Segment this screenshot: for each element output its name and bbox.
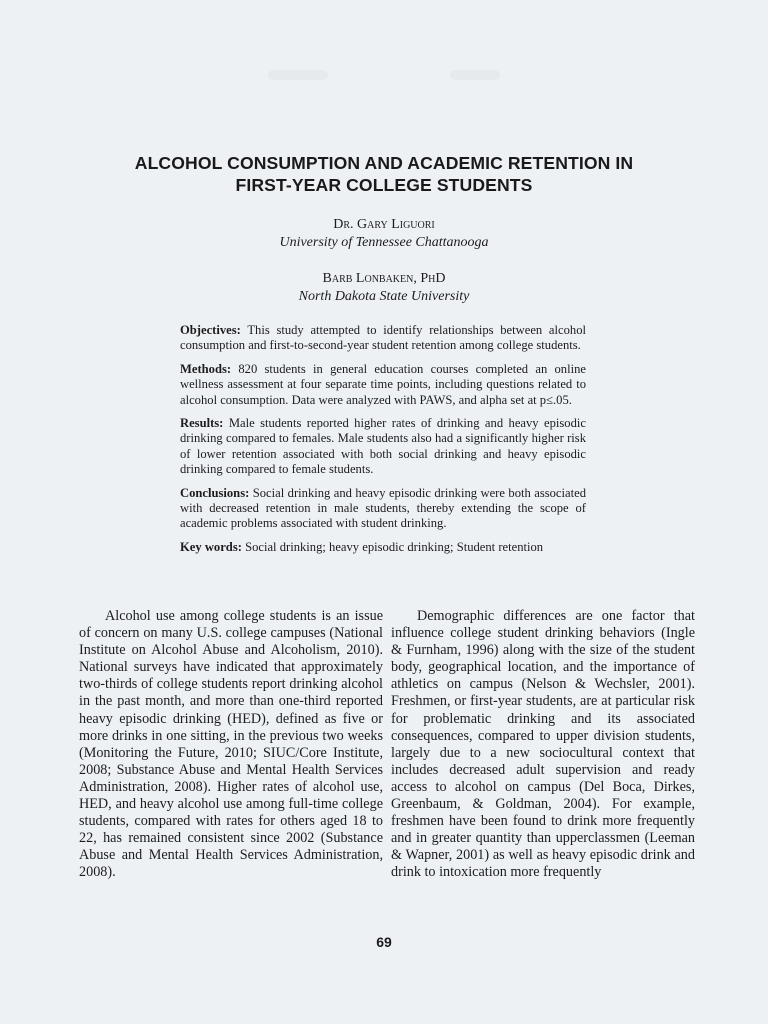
body-column-right [391, 608, 695, 882]
conclusions-label: Conclusions: [180, 485, 250, 500]
abstract [180, 323, 586, 563]
objectives-label: Objectives: [180, 323, 241, 337]
conclusions-text: Social drinking and heavy episodic drinking were both associated with decreased retention in male students, thereby extending the scope of academic problems associated with student drinking. [180, 485, 586, 531]
author-2-affiliation: North Dakota State University [298, 289, 470, 304]
abstract-results [180, 416, 586, 478]
results-text: Male students reported higher rates of drinking and heavy episodic drinking compared to females. Male students also had a significantly higher risk of lower retention associated with both social drinking and heavy episodic drinking compared to female students. [180, 416, 586, 477]
author-1-name: Dr. Gary Liguori [333, 217, 435, 232]
paper-title [60, 152, 708, 196]
results-label: Results: [180, 416, 224, 431]
title-line-1: ALCOHOL CONSUMPTION AND ACADEMIC RETENTION IN [134, 153, 634, 173]
abstract-objectives [180, 323, 586, 354]
abstract-methods [180, 362, 586, 408]
page-number: 69 [376, 934, 392, 950]
abstract-keywords [180, 540, 586, 555]
body-paragraph-left: Alcohol use among college students is an issue of concern on many U.S. college campuses (National Institute on Alcohol Abuse and Alcoholism, 2010). National surveys have indicated that approximately two-thirds of college students report drinking alcohol in the past month, and more than one-third reported heavy episodic drinking (HED), defined as five or more drinks in one sitting, in the previous two weeks (Monitoring the Future, 2010; SIUC/Core Institute, 2008; Substance Abuse and Mental Health Services Administration, 2008). Higher rates of alcohol use, HED, and heavy alcohol use among full-time college students, compared with rates for others aged 18 to 22, has remained consistent since 2002 (Substance Abuse and Mental Health Services Administration, 2008). [79, 608, 383, 881]
keywords-label: Key words: [180, 539, 242, 554]
abstract-conclusions [180, 486, 586, 532]
methods-label: Methods: [180, 361, 232, 376]
body-column-left [79, 608, 383, 882]
author-1-affiliation: University of Tennessee Chattanooga [279, 235, 489, 250]
author-2-name: Barb Lonbaken, PhD [322, 271, 446, 286]
scan-smudge [450, 70, 500, 80]
body-paragraph-right: Demographic differences are one factor that influence college student drinking behaviors (Ingle & Furnham, 1996) along with the size of the student body, geographical location, and the importance of athletics on campus (Nelson & Wechsler, 2001). Freshmen, or first-year students, are at particular risk for problematic drinking and its associated consequences, compared to upper division students, largely due to a new sociocultural context that includes decreased adult supervision and ready access to alcohol on campus (Del Boca, Dirkes, Greenbaum, & Goldman, 2004). For example, freshmen have been found to drink more frequently and in greater quantity than upperclassmen (Leeman & Wapner, 2001) as well as heavy episodic drink and drink to intoxication more frequently [391, 608, 695, 881]
keywords-text: Social drinking; heavy episodic drinking; Student retention [245, 539, 544, 554]
title-line-2: FIRST-YEAR COLLEGE STUDENTS [235, 175, 533, 195]
objectives-text: This study attempted to identify relationships between alcohol consumption and first-to-second-year student retention among college students. [180, 323, 586, 353]
scan-smudge [268, 70, 328, 80]
methods-text: 820 students in general education courses completed an online wellness assessment at four separate time points, including questions related to alcohol consumption. Data were analyzed with PAWS, and alpha set at p≤.05. [180, 361, 586, 407]
